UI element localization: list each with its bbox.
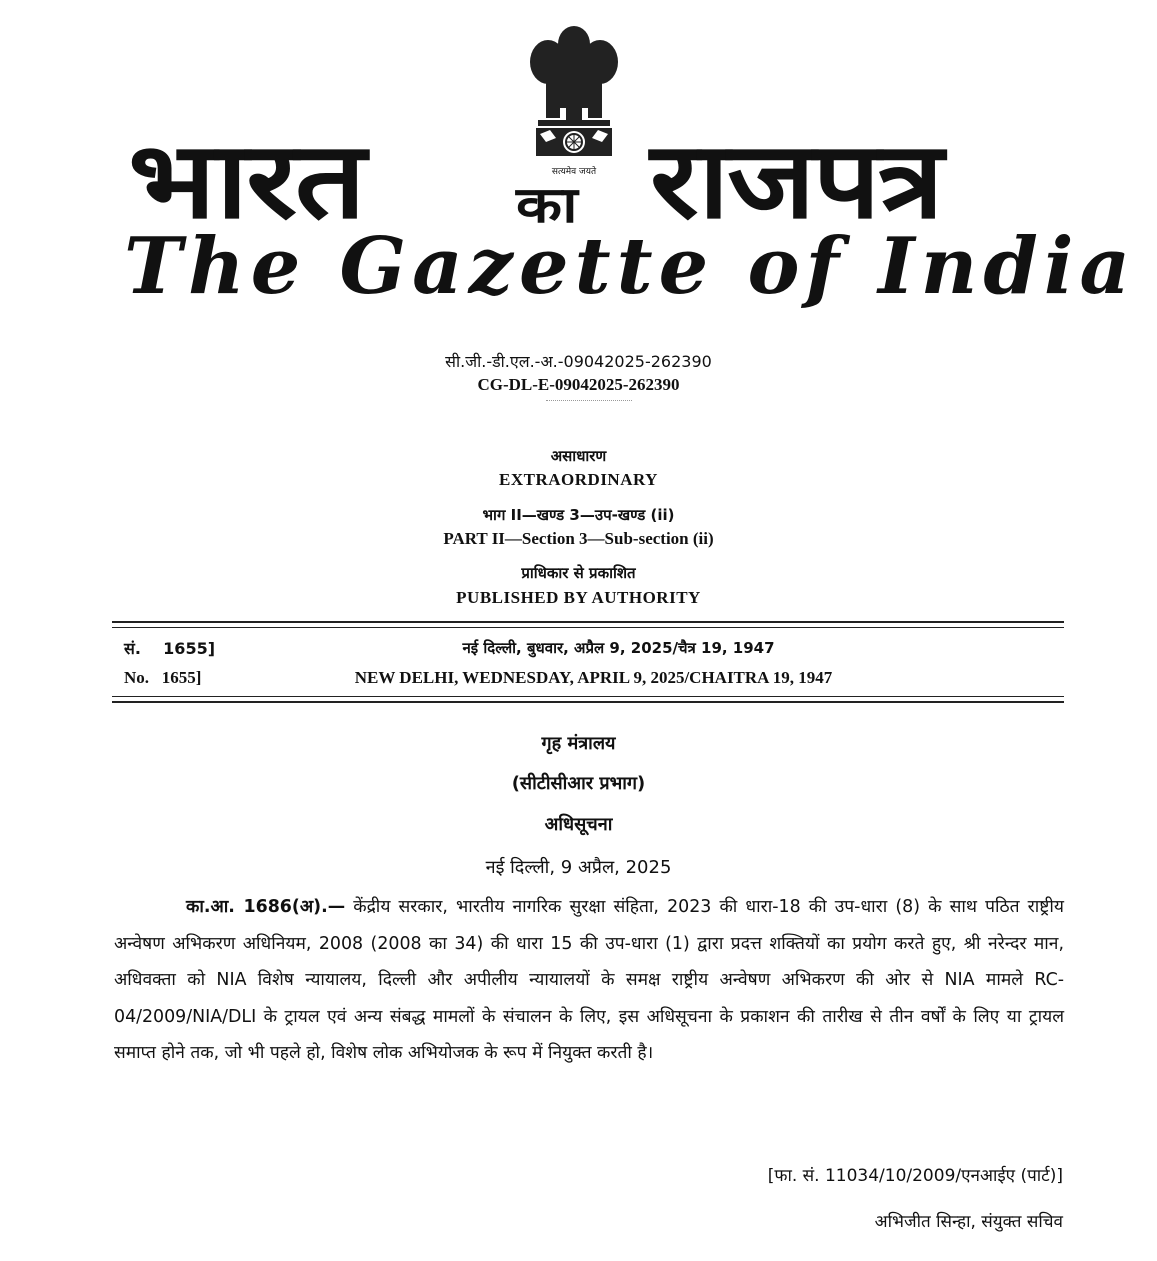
divider-top-thin	[112, 627, 1064, 628]
place-date: नई दिल्ली, 9 अप्रैल, 2025	[485, 857, 672, 878]
notification-number: का.आ. 1686(अ).—	[186, 897, 346, 917]
divider-bottom-thin	[112, 696, 1064, 697]
masthead-ka: का	[516, 176, 578, 234]
registration-number-english: CG-DL-E-09042025-262390	[477, 375, 680, 394]
registration-number-hindi: सी.जी.-डी.एल.-अ.-09042025-262390	[445, 352, 712, 371]
signatory: अभिजीत सिन्हा, संयुक्त सचिव	[874, 1212, 1063, 1232]
published-by-authority-english: PUBLISHED BY AUTHORITY	[456, 588, 701, 607]
masthead-bharat: भारत	[128, 119, 364, 242]
issue-date-hindi: नई दिल्ली, बुधवार, अप्रैल 9, 2025/चैत्र 19, 1947	[462, 639, 775, 657]
masthead-rajpatra: राजपत्र	[650, 119, 942, 242]
notification-body	[114, 889, 1064, 1072]
extraordinary-english: EXTRAORDINARY	[499, 470, 658, 489]
notification-text: केंद्रीय सरकार, भारतीय नागरिक सुरक्षा संहिता, 2023 की धारा-18 की उप-धारा (8) के साथ पठित राष्ट्रीय अन्वेषण अभिकरण अधिनियम, 2008 (2008 का 34) की धारा 15 की उप-धारा (1) द्वारा प्रदत्त शक्तियों का प्रयोग करते हुए, श्री नरेन्दर मान, अधिवक्ता को NIA विशेष न्यायालय, दिल्ली और अपीलीय न्यायालयों के समक्ष राष्ट्रीय अन्वेषण अभिकरण की ओर से NIA मामले RC-04/2009/NIA/DLI के ट्रायल एवं अन्य संबद्ध मामलों के संचालन के लिए, इस अधिसूचना के प्रकाशन की तारीख से तीन वर्षों के लिए या ट्रायल समाप्त होने तक, जो भी पहले हो, विशेष लोक अभियोजक के रूप में नियुक्त करती है।	[114, 897, 1065, 1064]
divider-top	[112, 621, 1064, 623]
division-name: (सीटीसीआर प्रभाग)	[511, 773, 646, 794]
part-section-hindi: भाग II—खण्ड 3—उप-खण्ड (ii)	[482, 506, 675, 524]
divider-bottom	[112, 701, 1064, 703]
part-section-english: PART II—Section 3—Sub-section (ii)	[443, 529, 714, 548]
issue-number-english: No. 1655]	[124, 668, 202, 687]
published-by-authority-hindi: प्राधिकार से प्रकाशित	[521, 564, 636, 582]
national-emblem-icon	[526, 18, 622, 178]
file-reference: [फा. सं. 11034/10/2009/एनआईए (पार्ट)]	[767, 1166, 1063, 1186]
ministry-name: गृह मंत्रालय	[541, 733, 616, 754]
issue-date-english: NEW DELHI, WEDNESDAY, APRIL 9, 2025/CHAITRA 19, 1947	[354, 668, 833, 687]
masthead-english: The Gazette of India	[124, 221, 1137, 312]
divider	[546, 400, 632, 403]
notification-title: अधिसूचना	[544, 814, 613, 835]
extraordinary-hindi: असाधारण	[550, 447, 607, 465]
issue-number-hindi: सं. 1655]	[124, 639, 216, 658]
emblem-motto: सत्यमेव जयते	[551, 167, 597, 177]
